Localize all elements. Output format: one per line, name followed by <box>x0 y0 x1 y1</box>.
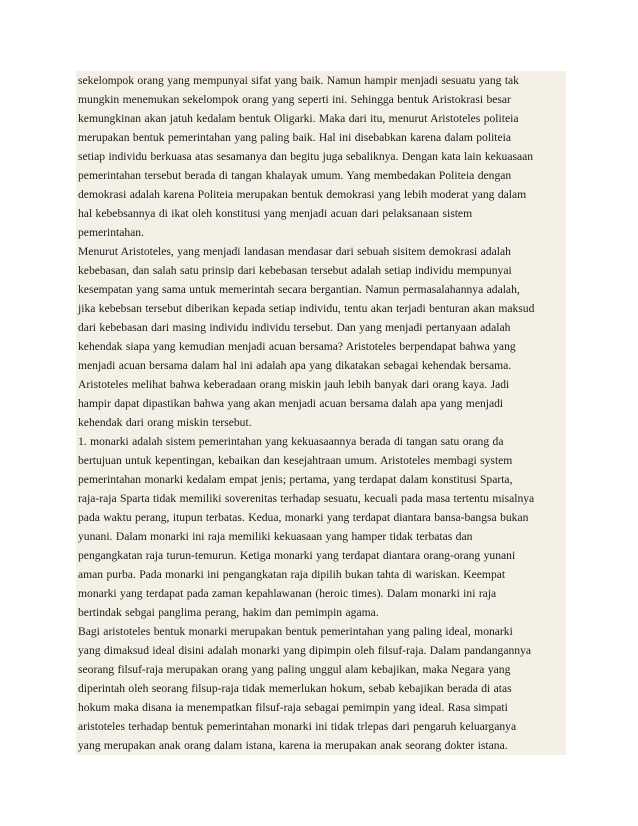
text-line: 1. monarki adalah sistem pemerintahan yang kekuasaannya berada di tangan satu orang da <box>76 432 566 451</box>
text-line: yunani. Dalam monarki ini raja memiliki kekuasaan yang hamper tidak terbatas dan <box>76 527 566 546</box>
text-line: sekelompok orang yang mempunyai sifat yang baik. Namun hampir menjadi sesuatu yang tak <box>76 71 566 90</box>
text-line: bertindak sebgai panglima perang, hakim dan pemimpin agama. <box>76 603 566 622</box>
text-line: merupakan bentuk pemerintahan yang paling baik. Hal ini disebabkan karena dalam politeia <box>76 128 566 147</box>
text-line: pemerintahan monarki kedalam empat jenis; pertama, yang terdapat dalam konstitusi Sparta, <box>76 470 566 489</box>
text-line: pengangkatan raja turun-temurun. Ketiga monarki yang terdapat diantara orang-orang yunani <box>76 546 566 565</box>
text-line: aman purba. Pada monarki ini pengangkatan raja dipilih bukan tahta di wariskan. Keempat <box>76 565 566 584</box>
text-line: diperintah oleh seorang filsup-raja tidak memerlukan hokum, sebab kebajikan berada di atas <box>76 679 566 698</box>
text-line: kebebasan, dan salah satu prinsip dari kebebasan tersebut adalah setiap individu mempunyai <box>76 261 566 280</box>
text-line: kesempatan yang sama untuk memerintah secara bergantian. Namun permasalahannya adalah, <box>76 280 566 299</box>
text-line: aristoteles terhadap bentuk pemerintahan monarki ini tidak trlepas dari pengaruh keluarganya <box>76 717 566 736</box>
text-line: setiap individu berkuasa atas sesamanya dan begitu juga sebaliknya. Dengan kata lain kekuasaan <box>76 147 566 166</box>
text-line: raja-raja Sparta tidak memiliki soverenitas terhadap sesuatu, kecuali pada masa tertentu misalnya <box>76 489 566 508</box>
text-line: menjadi acuan bersama dalam hal ini adalah apa yang dikatakan sebagai kehendak bersama. <box>76 356 566 375</box>
text-line: seorang filsuf-raja merupakan orang yang paling unggul alam kebajikan, maka Negara yang <box>76 660 566 679</box>
text-line: pemerintahan. <box>76 223 566 242</box>
text-line: kemungkinan akan jatuh kedalam bentuk Oligarki. Maka dari itu, menurut Aristoteles politeia <box>76 109 566 128</box>
text-line: dari kebebasan dari masing individu individu tersebut. Dan yang menjadi pertanyaan adalah <box>76 318 566 337</box>
text-line: Aristoteles melihat bahwa keberadaan orang miskin jauh lebih banyak dari orang kaya. Jadi <box>76 375 566 394</box>
text-line: pemerintahan tersebut berada di tangan khalayak umum. Yang membedakan Politeia dengan <box>76 166 566 185</box>
text-line: Menurut Aristoteles, yang menjadi landasan mendasar dari sebuah sisitem demokrasi adalah <box>76 242 566 261</box>
document-body <box>76 71 566 755</box>
text-line: bertujuan untuk kepentingan, kebaikan dan kesejahtraan umum. Aristoteles membagi system <box>76 451 566 470</box>
text-line: Bagi aristoteles bentuk monarki merupakan bentuk pemerintahan yang paling ideal, monarki <box>76 622 566 641</box>
text-line: yang merupakan anak orang dalam istana, karena ia merupakan anak seorang dokter istana. <box>76 736 566 755</box>
text-line: pada waktu perang, itupun terbatas. Kedua, monarki yang terdapat diantara bansa-bangsa bukan <box>76 508 566 527</box>
text-line: kehendak siapa yang kemudian menjadi acuan bersama? Aristoteles berpendapat bahwa yang <box>76 337 566 356</box>
text-line: kehendak dari orang miskin tersebut. <box>76 413 566 432</box>
text-line: mungkin menemukan sekelompok orang yang seperti ini. Sehingga bentuk Aristokrasi besar <box>76 90 566 109</box>
text-line: monarki yang terdapat pada zaman kepahlawanan (heroic times). Dalam monarki ini raja <box>76 584 566 603</box>
text-line: demokrasi adalah karena Politeia merupakan bentuk demokrasi yang lebih moderat yang dalam <box>76 185 566 204</box>
text-line: hampir dapat dipastikan bahwa yang akan menjadi acuan bersama dalah apa yang menjadi <box>76 394 566 413</box>
text-line: yang dimaksud ideal disini adalah monarki yang dipimpin oleh filsuf-raja. Dalam pandangannya <box>76 641 566 660</box>
text-line: jika kebebsan tersebut diberikan kepada setiap individu, tentu akan terjadi benturan akan maksud <box>76 299 566 318</box>
text-line: hokum maka disana ia menempatkan filsuf-raja sebagai pemimpin yang ideal. Rasa simpati <box>76 698 566 717</box>
text-line: hal kebebsannya di ikat oleh konstitusi yang menjadi acuan dari pelaksanaan sistem <box>76 204 566 223</box>
